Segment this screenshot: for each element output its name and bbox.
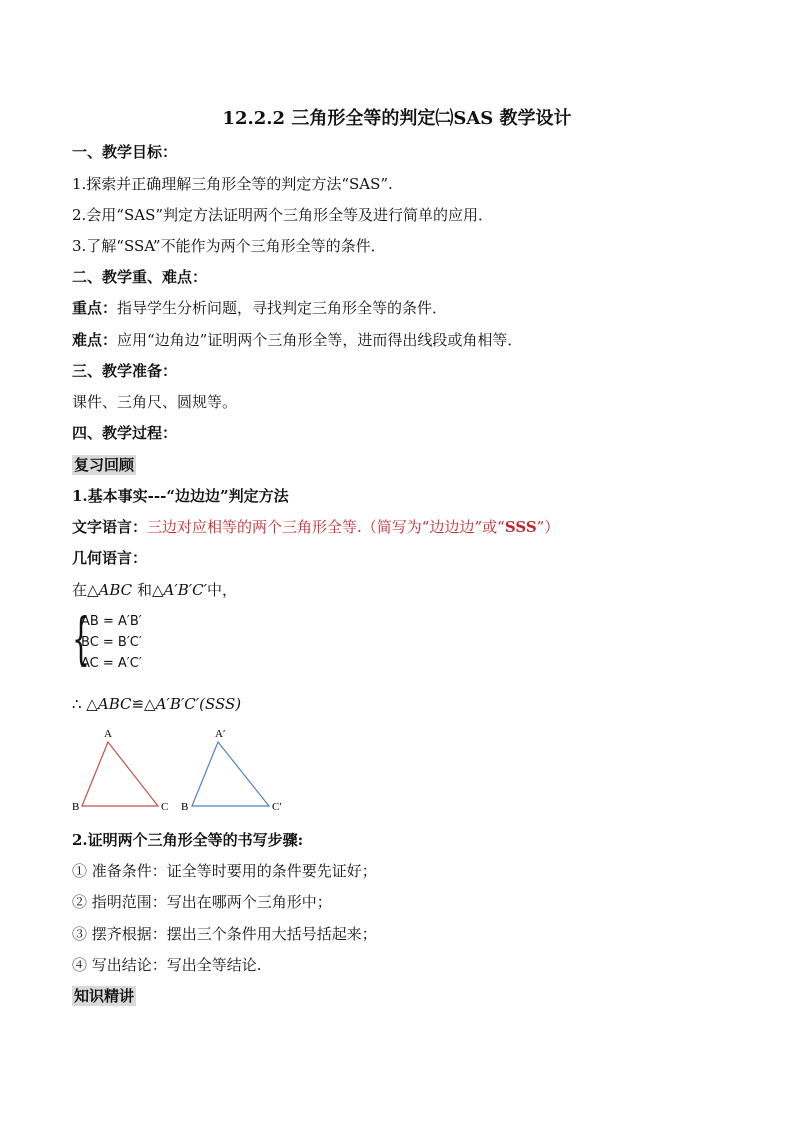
step-3: ③ 摆齐根据：摆出三个条件用大括号括起来； xyxy=(72,925,377,943)
geo-in: 中， xyxy=(207,581,238,599)
tri1-label-b: B xyxy=(72,801,80,813)
key-point xyxy=(72,298,447,318)
heading-key-points: 二、教学重、难点： xyxy=(72,268,208,286)
condition-3: AC = A′C′ xyxy=(81,656,142,671)
conclusion-triangle-1: ABC xyxy=(97,695,132,713)
triangle-abc xyxy=(82,742,158,806)
conclusion-pre: ∴ △ xyxy=(72,695,98,713)
note-sss: SSS xyxy=(504,518,537,536)
objective-2: 2.会用“SAS”判定方法证明两个三角形全等及进行简单的应用． xyxy=(72,206,494,224)
review-tag-line xyxy=(72,455,136,475)
knowledge-tag-line xyxy=(72,986,136,1006)
geometry-intro xyxy=(72,580,237,600)
tri1-label-a: A xyxy=(104,728,112,740)
geo-triangle-2: A′B′C′ xyxy=(163,581,208,599)
fact-title: 1.基本事实---“边边边”判定方法 xyxy=(72,487,289,505)
note-post: ”） xyxy=(536,518,560,536)
knowledge-tag: 知识精讲 xyxy=(74,987,135,1005)
preparation-text: 课件、三角尺、圆规等。 xyxy=(72,393,238,411)
difficult-point-label: 难点： xyxy=(72,331,118,349)
tri1-label-c: C xyxy=(161,801,169,813)
objective-1: 1.探索并正确理解三角形全等的判定方法“SAS”. xyxy=(72,175,393,193)
condition-system xyxy=(72,607,162,674)
tri2-label-a: A′ xyxy=(215,728,226,740)
word-language-note xyxy=(362,518,560,536)
word-language-text: 三边对应相等的两个三角形全等. xyxy=(147,518,362,536)
condition-2: BC = B′C′ xyxy=(81,635,142,650)
word-language-label: 文字语言： xyxy=(72,518,148,536)
heading-objectives: 一、教学目标： xyxy=(72,143,178,161)
key-point-text: 指导学生分析问题，寻找判定三角形全等的条件． xyxy=(117,299,448,317)
geo-triangle-1: ABC xyxy=(98,581,133,599)
review-tag: 复习回顾 xyxy=(74,456,135,474)
heading-process: 四、教学过程： xyxy=(72,424,178,442)
key-point-label: 重点： xyxy=(72,299,118,317)
geo-and: 和△ xyxy=(132,581,164,599)
left-brace: { xyxy=(72,607,90,672)
difficult-point-text: 应用“边角边”证明两个三角形全等，进而得出线段或角相等． xyxy=(117,331,523,349)
note-pre: （简写为“边边边”或“ xyxy=(361,518,505,536)
word-language xyxy=(72,517,559,537)
triangle-abc-prime xyxy=(192,742,269,806)
steps-title: 2.证明两个三角形全等的书写步骤: xyxy=(72,831,304,849)
conclusion xyxy=(72,694,241,714)
tri2-label-c: C′ xyxy=(272,801,282,813)
conclusion-sss: (SSS) xyxy=(199,695,242,713)
tri2-label-b: B xyxy=(181,801,189,813)
step-4: ④ 写出结论：写出全等结论. xyxy=(72,956,262,974)
triangles-figure xyxy=(70,726,300,818)
difficult-point xyxy=(72,330,522,350)
conclusion-cong: ≌△ xyxy=(131,695,156,713)
page-title: 12.2.2 三角形全等的判定㈡SAS 教学设计 xyxy=(222,108,572,129)
geometry-language-label: 几何语言： xyxy=(72,549,148,567)
heading-preparation: 三、教学准备： xyxy=(72,362,178,380)
objective-3: 3.了解“SSA”不能作为两个三角形全等的条件． xyxy=(72,237,386,255)
step-1: ① 准备条件：证全等时要用的条件要先证好； xyxy=(72,862,377,880)
step-2: ② 指明范围：写出在哪两个三角形中； xyxy=(72,893,332,911)
condition-1: AB = A′B′ xyxy=(81,614,142,629)
conclusion-triangle-2: A′B′C′ xyxy=(155,695,200,713)
geo-intro-pre: 在△ xyxy=(72,581,99,599)
